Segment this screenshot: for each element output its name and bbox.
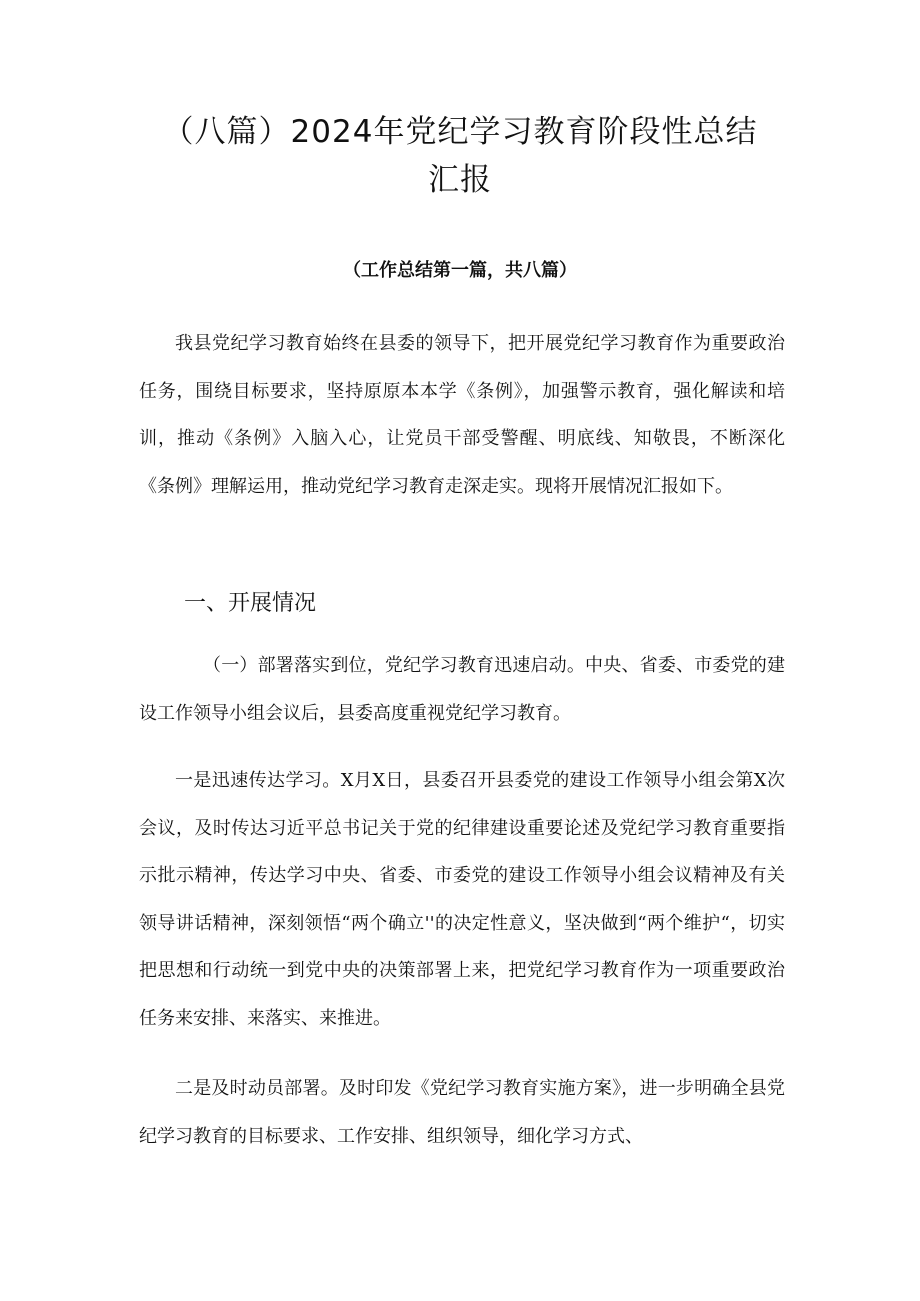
document-title-line-2: 汇报 (428, 162, 492, 198)
document-title (100, 108, 820, 204)
paragraph-subsection-1: （一）部署落实到位，党纪学习教育迅速启动。中央、省委、市委党的建设工作领导小组会议后，县委高度重视党纪学习教育。 (139, 655, 785, 724)
paragraph-item-2: 二是及时动员部署。及时印发《党纪学习教育实施方案》，进一步明确全县党纪学习教育的目标要求、工作安排、组织领导，细化学习方式、 (139, 1078, 785, 1147)
paragraph-intro: 我县党纪学习教育始终在县委的领导下，把开展党纪学习教育作为重要政治任务，围绕目标要求，坚持原原本本学《条例》，加强警示教育，强化解读和培训，推动《条例》入脑入心，让党员干部受警醒、明底线、知敬畏，不断深化《条例》理解运用，推动党纪学习教育走深走实。现将开展情况汇报如下。 (139, 333, 785, 497)
section-heading: 一、开展情况 (184, 591, 317, 616)
paragraph-item-1: 一是迅速传达学习。X月X日，县委召开县委党的建设工作领导小组会第X次会议，及时传达习近平总书记关于党的纪律建设重要论述及党纪学习教育重要指示批示精神，传达学习中央、省委、市委党的建设工作领导小组会议精神及有关领导讲话精神，深刻领悟“两个确立''的决定性意义，坚决做到“两个维护“，切实把思想和行动统一到党中央的决策部署上来，把党纪学习教育作为一项重要政治任务来安排、来落实、来推进。 (139, 770, 785, 1029)
document-subtitle: （工作总结第一篇，共八篇） (343, 260, 577, 281)
document-title-line-1: （八篇）2024年党纪学习教育阶段性总结 (162, 114, 758, 150)
